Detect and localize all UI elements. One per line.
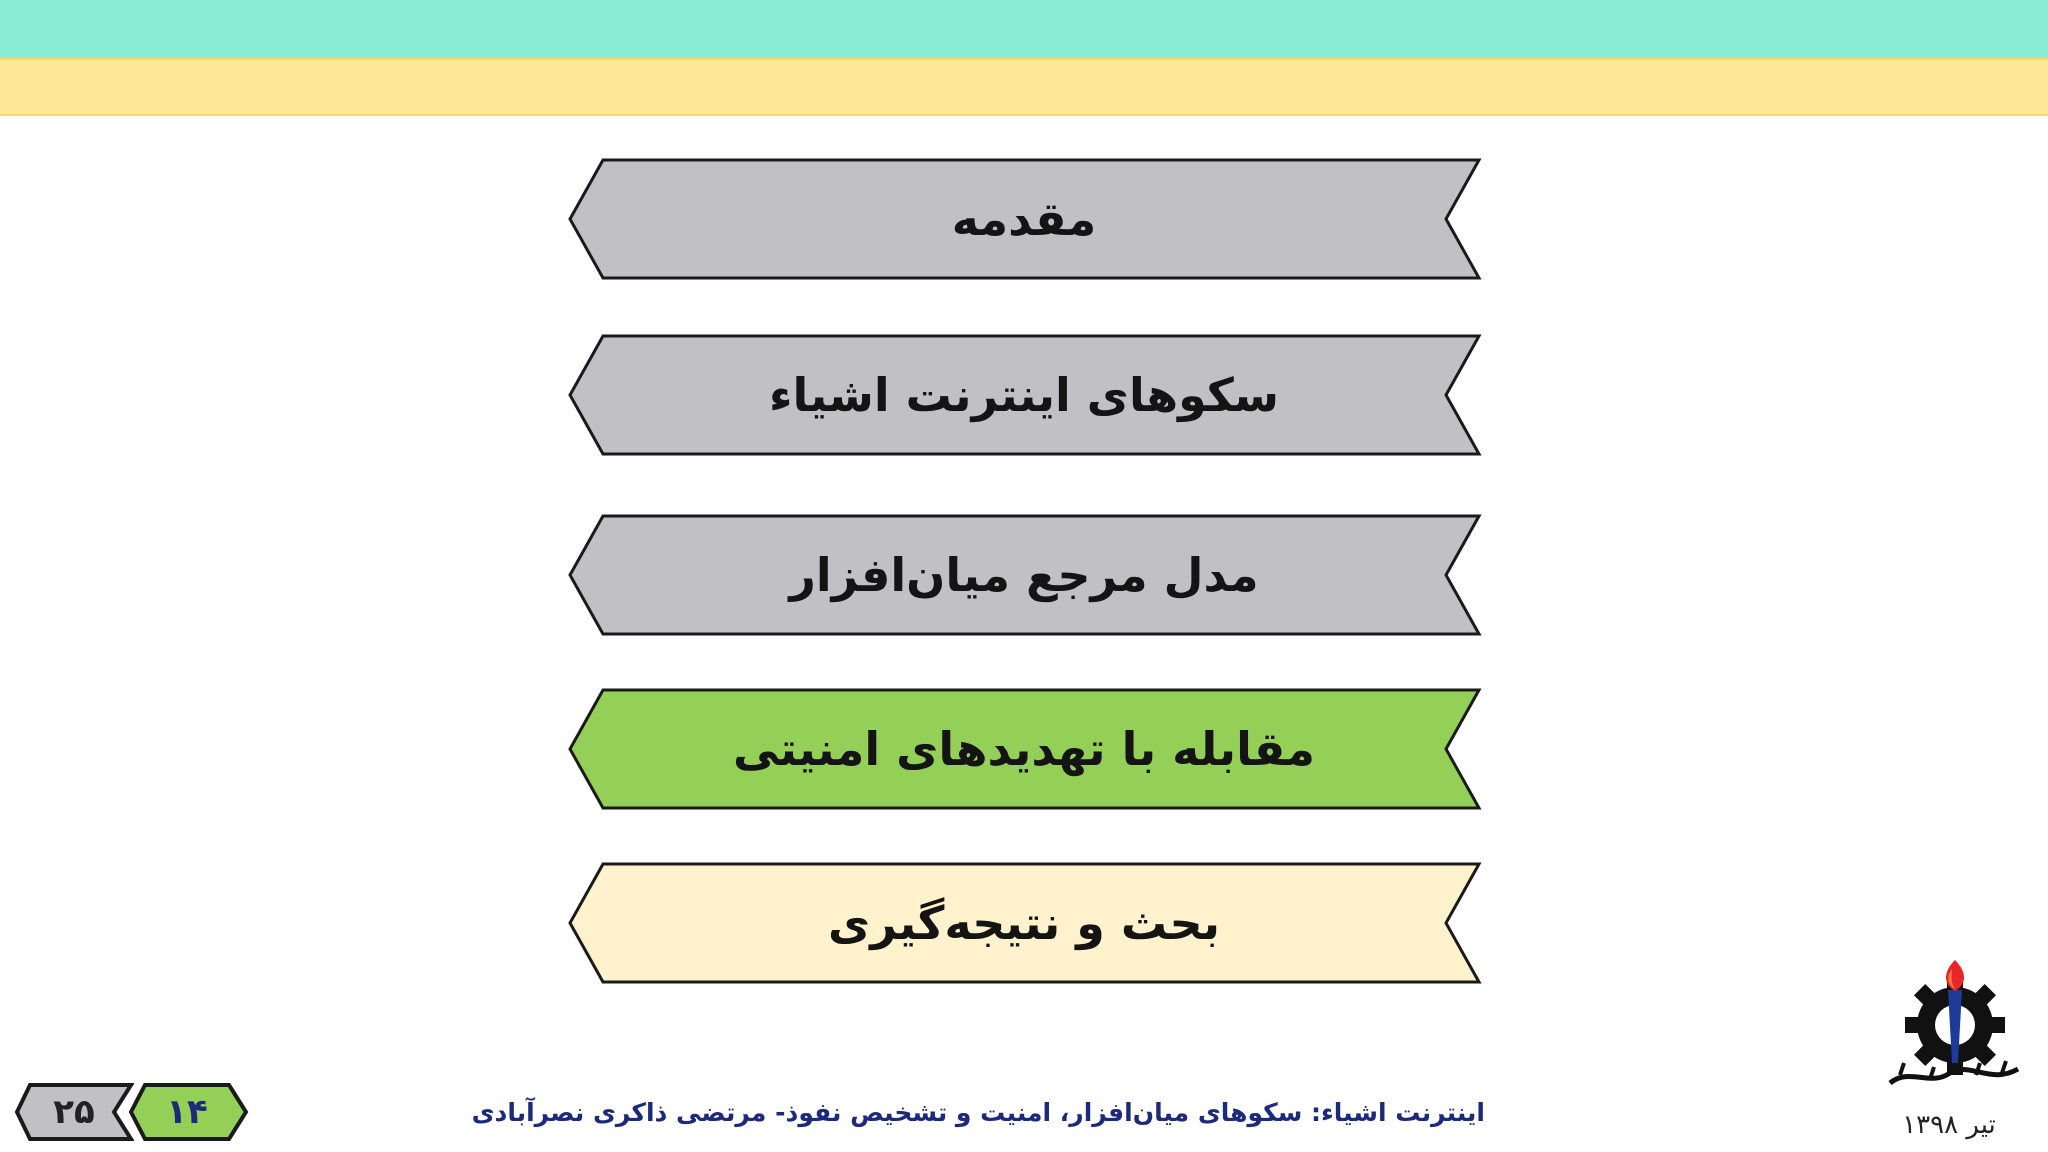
top-color-band xyxy=(0,0,2048,58)
university-torch-gear-logo-icon xyxy=(1880,955,2030,1105)
agenda-item-discussion-conclusion[interactable] xyxy=(566,860,1482,986)
footer-date: تیر ۱۳۹۸ xyxy=(1902,1110,1996,1140)
agenda-item-label: مدل مرجع میان‌افزار xyxy=(789,548,1259,602)
agenda-item-label: بحث و نتیجه‌گیری xyxy=(828,896,1220,950)
page-total-number: ۲۵ xyxy=(53,1092,95,1132)
agenda-item-middleware-reference-model[interactable] xyxy=(566,512,1482,638)
agenda-item-label: سکوهای اینترنت اشیاء xyxy=(769,368,1279,422)
agenda-item-introduction[interactable] xyxy=(566,156,1482,282)
agenda-item-label: مقدمه xyxy=(951,192,1097,246)
footer-title: اینترنت اشیاء: سکوهای میان‌افزار، امنیت و تشخیص نفوذ- مرتضی ذاکری نصرآبادی xyxy=(471,1098,1485,1127)
page-current-number: ۱۴ xyxy=(166,1092,208,1132)
agenda-item-label: مقابله با تهدیدهای امنیتی xyxy=(733,722,1315,776)
agenda-item-iot-platforms[interactable] xyxy=(566,332,1482,458)
page-current-indicator[interactable] xyxy=(125,1082,249,1142)
title-band xyxy=(0,58,2048,116)
agenda-item-security-threats[interactable] xyxy=(566,686,1482,812)
page-total-indicator[interactable] xyxy=(14,1082,134,1142)
